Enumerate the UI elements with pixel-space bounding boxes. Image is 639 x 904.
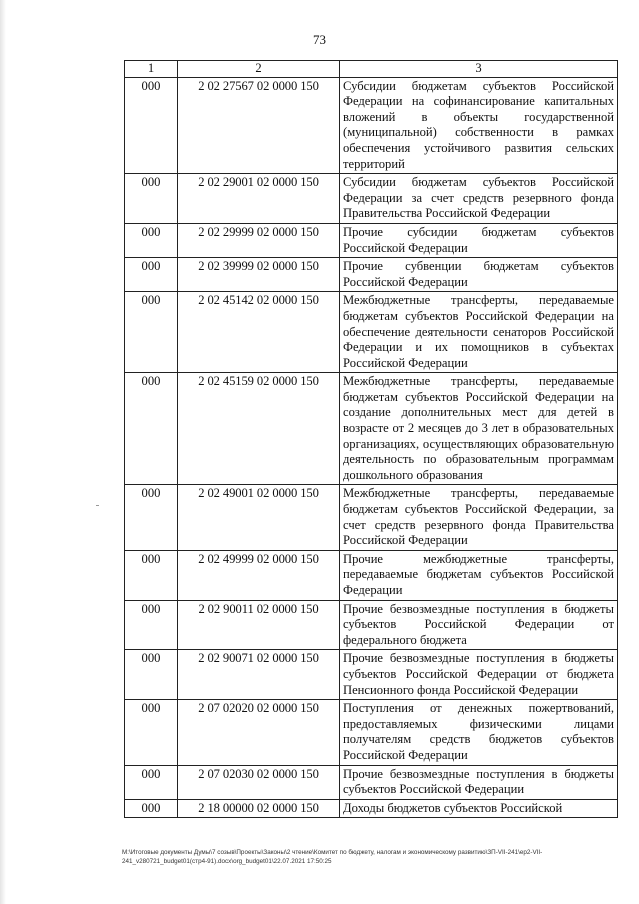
description-cell: Прочие субвенции бюджетам субъектов Российской Федерации	[340, 258, 618, 292]
income-code-cell: 2 07 02030 02 0000 150	[178, 765, 340, 799]
table-row	[125, 77, 618, 174]
income-code-cell: 2 07 02020 02 0000 150	[178, 700, 340, 765]
description-cell: Субсидии бюджетам субъектов Российской Федерации на софинансирование капитальных вложений в объекты государственной (муниципальной) собственности в рамках обеспечения устойчивого развития сельских территорий	[340, 77, 618, 174]
admin-code-cell: 000	[125, 373, 178, 485]
file-path-footer	[122, 848, 622, 866]
table-row	[125, 600, 618, 650]
table-row	[125, 700, 618, 765]
admin-code-cell: 000	[125, 799, 178, 818]
admin-code-cell: 000	[125, 77, 178, 174]
income-code-cell: 2 02 27567 02 0000 150	[178, 77, 340, 174]
income-code-cell: 2 02 29999 02 0000 150	[178, 223, 340, 257]
description-cell: Субсидии бюджетам субъектов Российской Федерации за счет средств резервного фонда Правительства Российской Федерации	[340, 174, 618, 224]
scan-edge	[0, 0, 6, 904]
table-row	[125, 799, 618, 818]
table-row	[125, 292, 618, 373]
description-cell: Прочие безвозмездные поступления в бюджеты субъектов Российской Федерации от бюджета Пенсионного фонда Российской Федерации	[340, 650, 618, 700]
description-cell: Межбюджетные трансферты, передаваемые бюджетам субъектов Российской Федерации на обеспечение деятельности сенаторов Российской Федерации и их помощников в субъектах Российской Федерации	[340, 292, 618, 373]
table-row	[125, 650, 618, 700]
footer-line-2: 241_v280721_budget01(стр4-91).docx\org_budget01\22.07.2021 17:50:25	[122, 858, 332, 865]
table-row	[125, 258, 618, 292]
header-col-1: 1	[125, 61, 178, 78]
description-cell: Межбюджетные трансферты, передаваемые бюджетам субъектов Российской Федерации на создание дополнительных мест для детей в возрасте от 2 месяцев до 3 лет в образовательных организациях, осуществляющих образовательную деятельность по образовательным программам дошкольного образования	[340, 373, 618, 485]
admin-code-cell: 000	[125, 223, 178, 257]
table-row	[125, 550, 618, 600]
income-code-cell: 2 02 39999 02 0000 150	[178, 258, 340, 292]
income-code-cell: 2 02 29001 02 0000 150	[178, 174, 340, 224]
description-cell: Поступления от денежных пожертвований, предоставляемых физическими лицами получателям средств бюджетов субъектов Российской Федерации	[340, 700, 618, 765]
admin-code-cell: 000	[125, 600, 178, 650]
admin-code-cell: 000	[125, 292, 178, 373]
income-code-cell: 2 02 45142 02 0000 150	[178, 292, 340, 373]
table-row	[125, 223, 618, 257]
page-number: 73	[313, 32, 326, 47]
income-code-cell: 2 02 45159 02 0000 150	[178, 373, 340, 485]
description-cell: Прочие безвозмездные поступления в бюджеты субъектов Российской Федерации от федерального бюджета	[340, 600, 618, 650]
header-col-3: 3	[340, 61, 618, 78]
table-row	[125, 765, 618, 799]
admin-code-cell: 000	[125, 174, 178, 224]
admin-code-cell: 000	[125, 485, 178, 550]
table-row	[125, 373, 618, 485]
description-cell: Прочие субсидии бюджетам субъектов Российской Федерации	[340, 223, 618, 257]
income-code-cell: 2 02 49001 02 0000 150	[178, 485, 340, 550]
description-cell: Прочие безвозмездные поступления в бюджеты субъектов Российской Федерации	[340, 765, 618, 799]
description-cell: Доходы бюджетов субъектов Российской	[340, 799, 618, 818]
admin-code-cell: 000	[125, 550, 178, 600]
footer-line-1: M:\Итоговые документы Думы\7 созыв\Проекты\Законы\2 чтение\Комитет по бюджету, налогам и экономическому развитию\ЗП-VII-241\ер2-VII-	[122, 849, 543, 856]
income-code-cell: 2 02 90071 02 0000 150	[178, 650, 340, 700]
description-cell: Межбюджетные трансферты, передаваемые бюджетам субъектов Российской Федерации, за счет средств резервного фонда Правительства Российской Федерации	[340, 485, 618, 550]
table-row	[125, 485, 618, 550]
admin-code-cell: 000	[125, 650, 178, 700]
income-code-cell: 2 18 00000 02 0000 150	[178, 799, 340, 818]
header-col-2: 2	[178, 61, 340, 78]
margin-mark	[96, 505, 99, 506]
income-code-cell: 2 02 49999 02 0000 150	[178, 550, 340, 600]
budget-codes-table	[124, 60, 618, 818]
admin-code-cell: 000	[125, 765, 178, 799]
table-row	[125, 174, 618, 224]
admin-code-cell: 000	[125, 258, 178, 292]
income-code-cell: 2 02 90011 02 0000 150	[178, 600, 340, 650]
table-header-row	[125, 61, 618, 78]
description-cell: Прочие межбюджетные трансферты, передаваемые бюджетам субъектов Российской Федерации	[340, 550, 618, 600]
admin-code-cell: 000	[125, 700, 178, 765]
